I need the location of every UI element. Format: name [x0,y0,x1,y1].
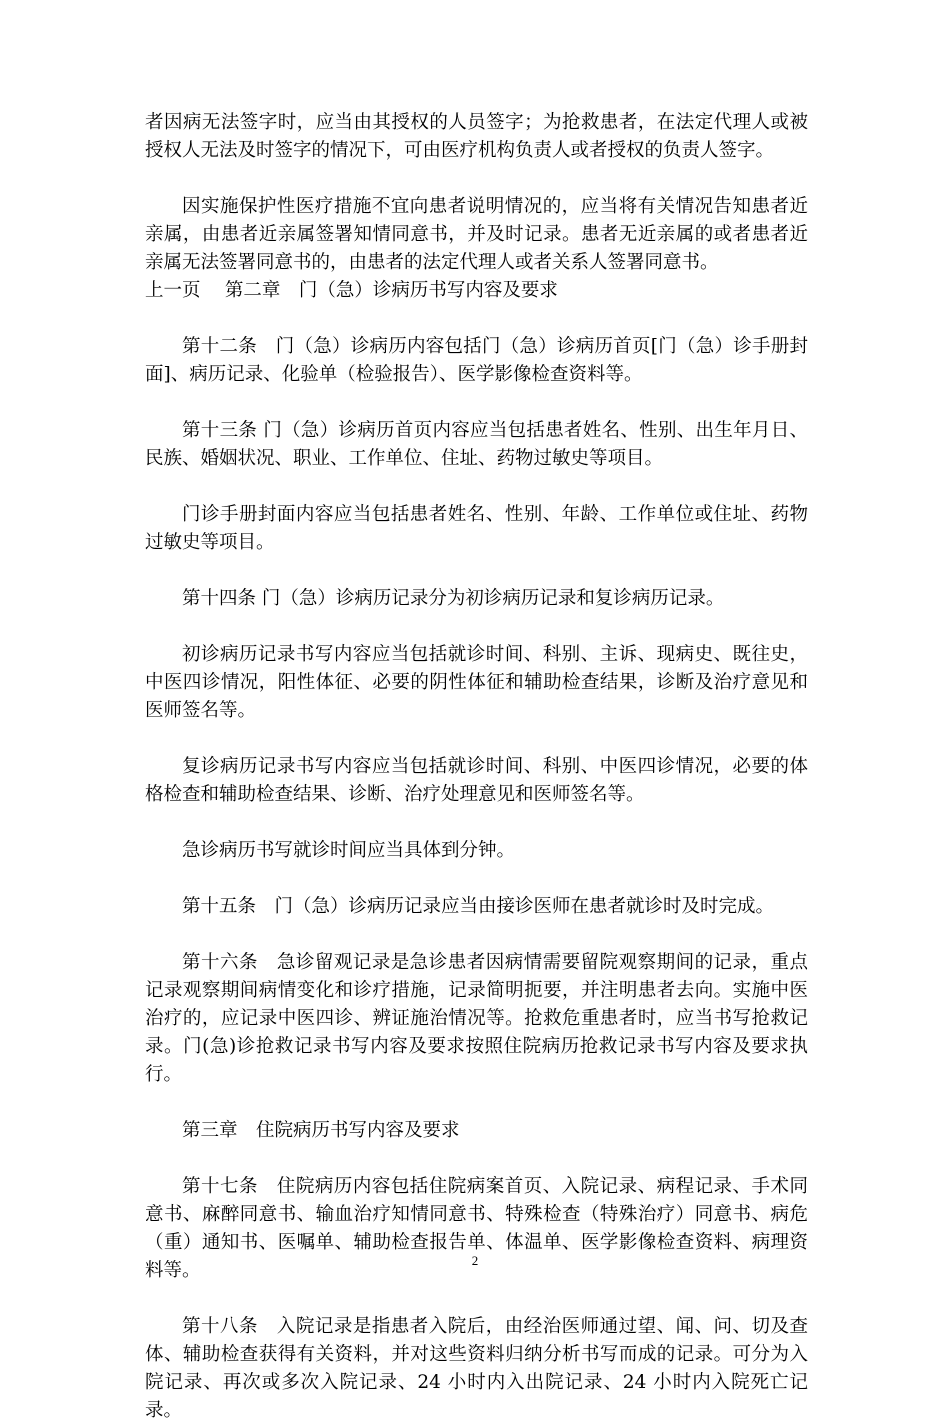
previous-page-link[interactable]: 上一页 [145,280,201,301]
article-14: 第十四条 门（急）诊病历记录分为初诊病历记录和复诊病历记录。 [182,588,725,609]
paragraph-initial-visit: 初诊病历记录书写内容应当包括就诊时间、科别、主诉、现病史、既往史，中医四诊情况，阳性体征、必要的阴性体征和辅助检查结果，诊断及治疗意见和医师签名等。 [145,644,808,721]
nav-spacer [201,280,225,301]
article-16: 第十六条 急诊留观记录是急诊患者因病情需要留院观察期间的记录，重点记录观察期间病情变化和诊疗措施，记录简明扼要，并注明患者去向。实施中医治疗的，应记录中医四诊、辨证施治情况等。抢救危重患者时，应当书写抢救记录。门(急)诊抢救记录书写内容及要求按照住院病历抢救记录书写内容及要求执行。 [145,952,808,1085]
chapter-three-title: 第三章 住院病历书写内容及要求 [182,1120,460,1141]
page-number: 2 [471,1253,479,1268]
article-15: 第十五条 门（急）诊病历记录应当由接诊医师在患者就诊时及时完成。 [182,896,775,917]
paragraph-protective-measures: 因实施保护性医疗措施不宜向患者说明情况的，应当将有关情况告知患者近亲属，由患者近亲属签署知情同意书，并及时记录。患者无近亲属的或者患者近亲属无法签署同意书的，由患者的法定代理人或者关系人签署同意书。 [145,196,808,273]
article-18: 第十八条 入院记录是指患者入院后，由经治医师通过望、闻、问、切及查体、辅助检查获得有关资料，并对这些资料归纳分析书写而成的记录。可分为入院记录、再次或多次入院记录、24 小时内入出院记录、24 小时内入院死亡记录。 [145,1316,808,1421]
paragraph-emergency-time: 急诊病历书写就诊时间应当具体到分钟。 [182,840,516,861]
paragraph-return-visit: 复诊病历记录书写内容应当包括就诊时间、科别、中医四诊情况，必要的体格检查和辅助检查结果、诊断、治疗处理意见和医师签名等。 [145,756,808,805]
chapter-nav-line [145,277,808,305]
paragraph-consent-signature: 者因病无法签字时，应当由其授权的人员签字；为抢救患者，在法定代理人或被授权人无法及时签字的情况下，可由医疗机构负责人或者授权的负责人签字。 [145,112,808,161]
article-12: 第十二条 门（急）诊病历内容包括门（急）诊病历首页[门（急）诊手册封面]、病历记录、化验单（检验报告）、医学影像检查资料等。 [145,336,808,385]
document-body [145,109,808,1425]
article-13: 第十三条 门（急）诊病历首页内容应当包括患者姓名、性别、出生年月日、民族、婚姻状况、职业、工作单位、住址、药物过敏史等项目。 [145,420,808,469]
article-17: 第十七条 住院病历内容包括住院病案首页、入院记录、病程记录、手术同意书、麻醉同意书、输血治疗知情同意书、特殊检查（特殊治疗）同意书、病危（重）通知书、医嘱单、辅助检查报告单、体温单、医学影像检查资料、病理资料等。 [145,1176,808,1281]
paragraph-outpatient-booklet: 门诊手册封面内容应当包括患者姓名、性别、年龄、工作单位或住址、药物过敏史等项目。 [145,504,808,553]
chapter-two-title: 第二章 门（急）诊病历书写内容及要求 [224,280,558,301]
